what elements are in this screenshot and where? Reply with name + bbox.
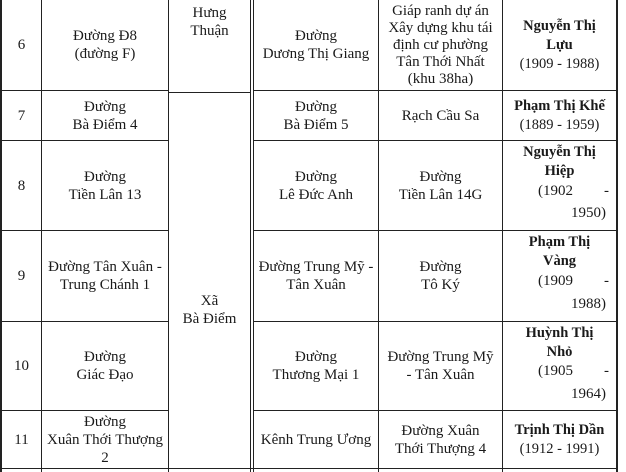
- old-street-line: Đường: [84, 168, 126, 185]
- end-point-line: Thới Thượng 4: [394, 440, 487, 457]
- row-11-stt: [2, 411, 41, 468]
- old-street-line: (đường F): [74, 46, 136, 62]
- row-11-old-street: [42, 411, 168, 468]
- row-9-stt: [2, 231, 41, 321]
- new-street-line: Kênh Trung Ương: [260, 431, 372, 448]
- row-8-stt: [2, 141, 41, 230]
- col-divider-2: [168, 0, 169, 472]
- end-point-line: Xây dựng khu tái: [388, 19, 493, 36]
- person-dates-end: 1950): [571, 205, 606, 221]
- end-point-line: Đường Trung Mỹ: [387, 349, 494, 365]
- old-street-line: Đường: [84, 413, 126, 430]
- end-point-line: Đường Xuân: [401, 422, 480, 439]
- row-10-stt: [2, 322, 41, 410]
- row-8-new-street: [254, 141, 378, 230]
- commune-main-line-1: Xã: [200, 293, 219, 309]
- new-street-line: Đường: [295, 98, 337, 115]
- person-name-line: Nguyễn Thị: [523, 17, 596, 34]
- old-street-line: Giác Đạo: [76, 367, 134, 383]
- row-7-end-point: [379, 91, 502, 140]
- person-dates: (1912 - 1991): [519, 440, 600, 457]
- old-street-line: Đường Tân Xuân -: [48, 259, 162, 275]
- person-name-line: Nguyễn Thị: [523, 144, 596, 160]
- row-6-old-street: [42, 0, 168, 90]
- col-divider-3: [250, 0, 251, 472]
- old-street-line: Đường: [84, 349, 126, 365]
- row-8-end-point: [379, 141, 502, 230]
- new-street-line: Đường Trung Mỹ -: [258, 259, 374, 275]
- old-street-line: Trung Chánh 1: [59, 277, 151, 293]
- person-name-line: Phạm Thị Khế: [514, 97, 605, 114]
- row-7-old-street: [42, 91, 168, 140]
- row-8-old-street: [42, 141, 168, 230]
- end-point-line: - Tân Xuân: [406, 367, 475, 383]
- end-point-line: Giáp ranh dự án: [392, 2, 489, 19]
- new-street-line: Đường: [295, 168, 337, 185]
- commune-cell-main: [169, 290, 250, 330]
- person-dates-end: 1964): [571, 386, 606, 402]
- stt: 8: [17, 177, 26, 194]
- person-dates-start: (1902: [538, 183, 573, 199]
- new-street-line: Thương Mại 1: [272, 367, 360, 383]
- row-7-person: [503, 91, 616, 140]
- old-street-line: Bà Điểm 4: [72, 116, 138, 133]
- end-point-line: Tiền Lân 14G: [398, 186, 483, 203]
- person-name-line: Lựu: [546, 36, 573, 53]
- person-dates-dash: -: [604, 183, 609, 199]
- row-10-end-point: [379, 322, 502, 410]
- row-9-end-point: [379, 231, 502, 321]
- commune-cell-top: [169, 0, 250, 50]
- person-name-line: Huỳnh Thị: [525, 325, 594, 341]
- row-divider-6-7-commune: [168, 92, 250, 93]
- person-name-line: Hiệp: [544, 163, 575, 179]
- end-point-line: Tô Ký: [421, 277, 460, 293]
- commune-top-line-1: Hưng: [192, 5, 227, 21]
- new-street-line: Bà Điểm 5: [283, 116, 349, 133]
- commune-top-line-2: Thuận: [190, 23, 229, 39]
- stt: 7: [17, 107, 26, 124]
- row-11-new-street: [254, 411, 378, 468]
- person-dates-dash: -: [604, 363, 609, 379]
- end-point-line: Đường: [419, 259, 462, 275]
- person-name-line: Nhỏ: [546, 344, 573, 360]
- person-dates: (1889 - 1959): [519, 116, 600, 133]
- new-street-line: Dương Thị Giang: [262, 46, 370, 62]
- person-name-line: Vàng: [542, 253, 577, 269]
- new-street-line: Tân Xuân: [286, 277, 346, 293]
- old-street-line: Tiền Lân 13: [68, 186, 142, 203]
- old-street-line: Xuân Thới Thượng 2: [47, 431, 163, 466]
- row-9-old-street: [42, 231, 168, 321]
- end-point-line: Tân Thới Nhất: [396, 53, 485, 70]
- person-dates: (1909 - 1988): [519, 55, 600, 72]
- old-street-line: Đường: [84, 98, 126, 115]
- row-divider-bottom: [0, 468, 618, 469]
- person-name-line: Phạm Thị: [528, 234, 591, 250]
- person-dates-start: (1909: [538, 273, 573, 289]
- row-7-new-street: [254, 91, 378, 140]
- row-6-stt: [2, 0, 41, 90]
- row-10-old-street: [42, 322, 168, 410]
- new-street-line: Đường: [295, 349, 337, 365]
- person-dates-dash: -: [604, 273, 609, 289]
- end-point-line: Đường: [419, 168, 462, 185]
- stt: 11: [14, 431, 29, 448]
- end-point-line: định cư phường: [392, 36, 489, 53]
- stt: 9: [17, 268, 26, 284]
- row-6-end-point: [379, 0, 502, 90]
- person-dates-start: (1905: [538, 363, 573, 379]
- row-6-new-street: [254, 0, 378, 90]
- new-street-line: Đường: [295, 28, 337, 44]
- row-6-person: [503, 0, 616, 90]
- person-name-line: Trịnh Thị Dần: [514, 421, 605, 438]
- stt: 10: [14, 358, 29, 374]
- row-10-new-street: [254, 322, 378, 410]
- end-point-line: Rạch Cầu Sa: [401, 107, 480, 124]
- row-11-end-point: [379, 411, 502, 468]
- old-street-line: Đường Đ8: [73, 28, 137, 44]
- stt: 6: [17, 37, 26, 53]
- row-7-stt: [2, 91, 41, 140]
- table-border-right: [616, 0, 618, 472]
- row-9-new-street: [254, 231, 378, 321]
- commune-main-line-2: Bà Điểm: [182, 311, 237, 327]
- person-dates-end: 1988): [571, 296, 606, 312]
- row-11-person: [503, 411, 616, 468]
- new-street-line: Lê Đức Anh: [279, 186, 353, 203]
- end-point-line: (khu 38ha): [407, 70, 474, 87]
